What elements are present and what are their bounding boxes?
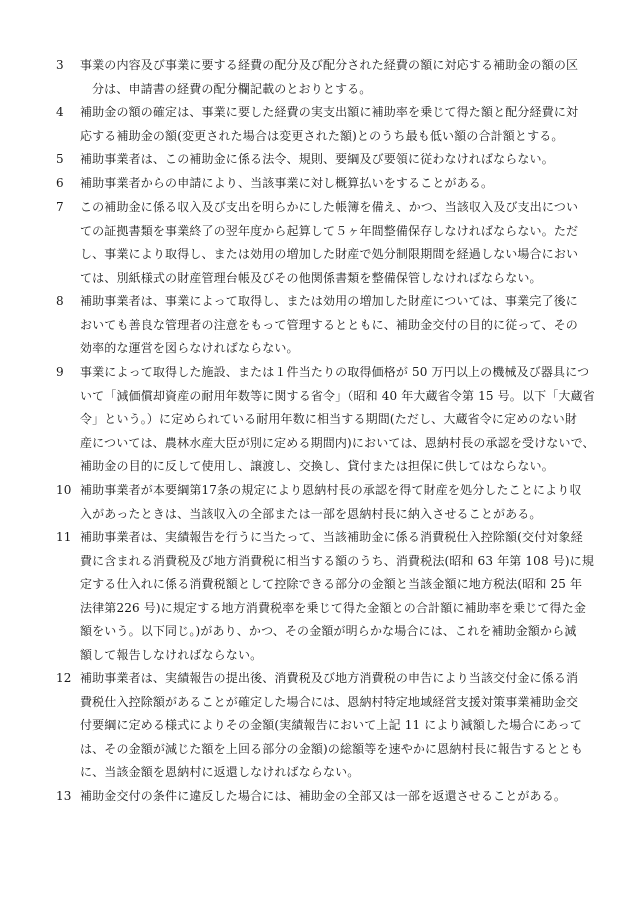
clause-line: に、当該金額を恩納村に返還しなければならない。 [80, 765, 360, 779]
clause-line: 補助事業者は、この補助金に係る法令、規則、要綱及び要領に従わなければならない。 [80, 152, 554, 166]
clause-line: 定する仕入れに係る消費税額として控除できる部分の金額と当該金額に地方税法(昭和 25 年 [80, 577, 583, 591]
clause-number: 13 [56, 789, 72, 803]
clause-line: この補助金に係る収入及び支出を明らかにした帳簿を備え、かつ、当該収入及び支出につい [80, 200, 579, 214]
clause-12 [56, 667, 583, 785]
clause-line: 入があったときは、当該収入の全部または一部を恩納村長に納入させることがある。 [80, 506, 542, 521]
clause-line: 応する補助金の額(変更された場合は変更された額)とのうち最も低い額の合計額とする。 [80, 128, 564, 143]
clause-line: 付要綱に定める様式によりその金額(実績報告において上記 11 により減額した場合にあって [80, 718, 583, 732]
clause-number: 7 [56, 200, 64, 214]
clause-line: 令」という。）に定められている耐用年数に相当する期間(ただし、大蔵省令に定めのない財 [80, 412, 577, 426]
clause-line: 効率的な運営を図らなければならない。 [80, 341, 299, 355]
clause-line: 補助事業者は、実績報告の提出後、消費税及び地方消費税の申告により当該交付金に係る消 [80, 671, 579, 685]
clause-number: 12 [56, 671, 72, 685]
clause-number: 3 [56, 58, 64, 72]
clause-line: 額して報告しなければならない。 [80, 647, 263, 662]
clause-line: ては、別紙様式の財産管理台帳及びその他関係書類を整備保管しなければならない。 [80, 270, 542, 285]
clause-line: 分は、申請書の経費の配分欄記載のとおりとする。 [92, 81, 372, 96]
clause-number: 4 [56, 105, 64, 119]
clause-line: 費税仕入控除額があることが確定した場合には、恩納村特定地域経営支援対策事業補助金交 [80, 694, 579, 709]
clause-3 [56, 54, 578, 101]
clause-line: 補助事業者からの申請により、当該事業に対し概算払いをすることがある。 [80, 176, 494, 190]
clause-line: 補助金の目的に反して使用し、譲渡し、交換し、貸付または担保に供してはならない。 [80, 459, 554, 473]
clause-7 [56, 196, 578, 290]
clause-line: いて「減価償却資産の耐用年数等に関する省令」（昭和 40 年大蔵省令第 15 号。以下「大蔵省 [80, 388, 595, 403]
clause-line: は、その金額が減じた額を上回る部分の金額)の総額等を速やかに恩納村長に報告するととも [80, 741, 583, 756]
clause-number: 6 [56, 176, 64, 190]
clause-number: 5 [56, 152, 64, 166]
clause-number: 10 [56, 483, 72, 497]
clause-line: 額をいう。以下同じ。)があり、かつ、その金額が明らかな場合には、これを補助金額から減 [80, 624, 577, 638]
clause-5 [56, 148, 578, 172]
clause-line: 事業によって取得した施設、または１件当たりの取得価格が 50 万円以上の機械及び器具につ [80, 365, 590, 379]
clause-13 [56, 785, 578, 809]
clause-number: 11 [56, 530, 72, 544]
clause-8 [56, 290, 578, 361]
clause-line: 補助事業者は、実績報告を行うに当たって、当該補助金に係る消費税仕入控除額(交付対象経 [80, 530, 583, 544]
clause-line: 補助事業者は、事業によって取得し、または効用の増加した財産については、事業完了後に [80, 294, 578, 308]
clause-line: 補助金交付の条件に違反した場合には、補助金の全部又は一部を返還させることがある。 [80, 789, 567, 803]
clause-line: 費に含まれる消費税及び地方消費税に相当する額のうち、消費税法(昭和 63 年第 108 号)に規 [80, 553, 594, 568]
clause-line: 補助金の額の確定は、事業に要した経費の実支出額に補助率を乗じて得た額と配分経費に対 [80, 105, 579, 119]
clause-line: し、事業により取得し、または効用の増加した財産で処分制限期間を経過しない場合におい [80, 247, 579, 261]
clause-9 [56, 361, 595, 479]
clause-line: おいても善良な管理者の注意をもって管理するとともに、補助金交付の目的に従って、その [80, 317, 578, 332]
clause-11 [56, 526, 594, 667]
clause-6 [56, 172, 578, 196]
clause-line: 事業の内容及び事業に要する経費の配分及び配分された経費の額に対応する補助金の額の区 [80, 58, 579, 72]
clause-10 [56, 479, 582, 526]
clause-number: 8 [56, 294, 64, 308]
clause-4 [56, 101, 578, 148]
clause-line: ての証拠書類を事業終了の翌年度から起算して５ヶ年間整備保存しなければならない。ただ [80, 223, 579, 238]
clause-line: 法律第226 号)に規定する地方消費税率を乗じて得た金額との合計額に補助率を乗じて得た金 [80, 600, 587, 615]
clause-line: 補助事業者が本要綱第17条の規定により恩納村長の承認を得て財産を処分したことにより収 [80, 483, 582, 497]
clause-number: 9 [56, 365, 64, 379]
clause-line: 産については、農林水産大臣が別に定める期間内)においては、恩納村長の承認を受けないで、 [80, 435, 595, 450]
